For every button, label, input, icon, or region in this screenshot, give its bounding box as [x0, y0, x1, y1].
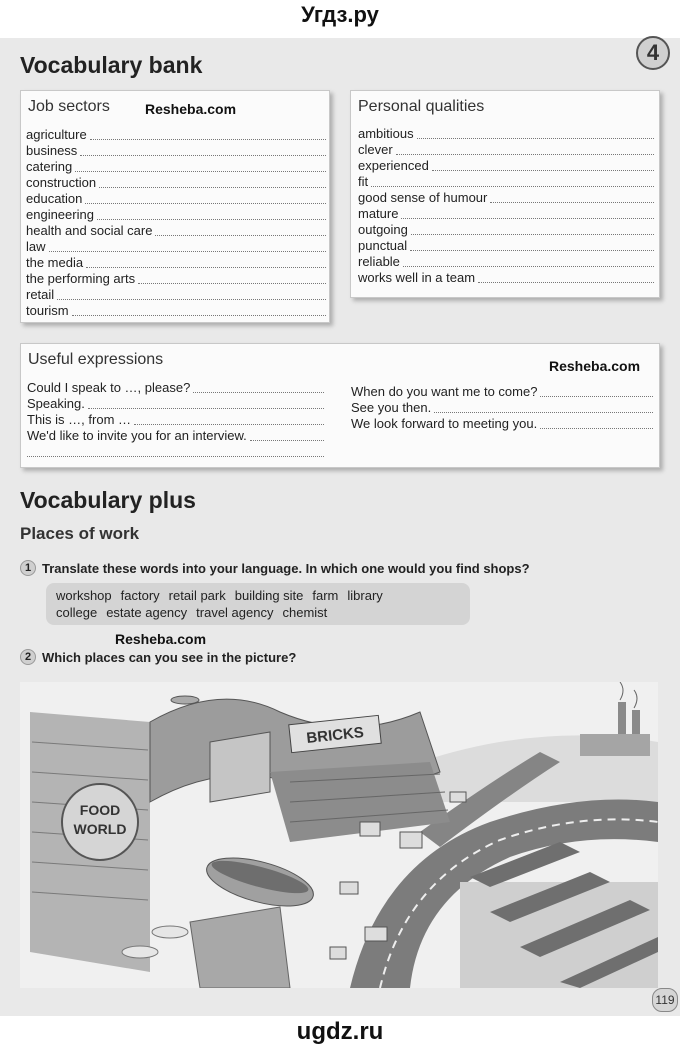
- answer-line: [72, 315, 326, 316]
- answer-line: [85, 203, 326, 204]
- expressions-left-list: [27, 380, 324, 444]
- job-sectors-list: [26, 127, 326, 319]
- list-item: [27, 396, 324, 412]
- list-item: [26, 239, 326, 255]
- list-item-label: Could I speak to …, please?: [27, 380, 191, 395]
- answer-line: [410, 250, 654, 251]
- personal-qualities-title: Personal qualities: [358, 98, 485, 115]
- list-item: [26, 143, 326, 159]
- list-item-label: fit: [358, 174, 369, 189]
- word-item: retail park: [168, 588, 226, 603]
- list-item-label: clever: [358, 142, 393, 157]
- list-item: [358, 238, 654, 254]
- answer-line: [99, 187, 326, 188]
- list-item-label: works well in a team: [358, 270, 476, 285]
- food-world-sign-2: WORLD: [73, 821, 127, 837]
- answer-line: [155, 235, 326, 236]
- answer-line: [371, 186, 654, 187]
- list-item: [351, 416, 653, 432]
- list-item-label: construction: [26, 175, 97, 190]
- answer-line: [540, 396, 653, 397]
- list-item-label: reliable: [358, 254, 400, 269]
- list-item-label: punctual: [358, 238, 408, 253]
- word-item: building site: [234, 588, 304, 603]
- list-item-label: We'd like to invite you for an interview.: [27, 428, 247, 443]
- town-illustration-drawing: [20, 682, 658, 988]
- list-item: [26, 223, 326, 239]
- word-item: estate agency: [106, 605, 188, 620]
- answer-line: [138, 283, 326, 284]
- word-box: [46, 583, 470, 625]
- list-item-label: experienced: [358, 158, 429, 173]
- answer-line: [411, 234, 654, 235]
- vocabulary-plus-heading: Vocabulary plus: [20, 487, 196, 513]
- list-item: [26, 303, 326, 319]
- answer-line: [134, 424, 324, 425]
- unit-number-badge: 4: [636, 36, 670, 70]
- list-item-label: the performing arts: [26, 271, 136, 286]
- list-item: [27, 412, 324, 428]
- town-illustration: [20, 682, 658, 988]
- exercise-number: 2: [20, 649, 36, 665]
- vocabulary-bank-heading: Vocabulary bank: [20, 52, 203, 78]
- expressions-right-list: [351, 384, 653, 432]
- list-item: [358, 206, 654, 222]
- list-item-label: This is …, from …: [27, 412, 132, 427]
- answer-line: [432, 170, 654, 171]
- word-item: workshop: [56, 588, 112, 603]
- list-item: [358, 174, 654, 190]
- job-sectors-box: [20, 90, 330, 323]
- list-item: [358, 158, 654, 174]
- list-item-label: We look forward to meeting you.: [351, 416, 538, 431]
- answer-line: [57, 299, 326, 300]
- list-item-label: mature: [358, 206, 399, 221]
- personal-qualities-list: [358, 126, 654, 286]
- personal-qualities-box: [350, 90, 660, 298]
- answer-line: [250, 440, 324, 441]
- word-item: chemist: [282, 605, 328, 620]
- list-item: [26, 159, 326, 175]
- list-item: [358, 222, 654, 238]
- list-item: [358, 142, 654, 158]
- list-item-label: catering: [26, 159, 73, 174]
- answer-line: [193, 392, 324, 393]
- word-item: college: [56, 605, 98, 620]
- answer-line: [75, 171, 326, 172]
- list-item: [358, 190, 654, 206]
- answer-line: [49, 251, 326, 252]
- bricks-sign: BRICKS: [305, 724, 365, 747]
- word-item: farm: [312, 588, 339, 603]
- list-item: [358, 270, 654, 286]
- list-item-label: education: [26, 191, 83, 206]
- list-item-label: When do you want me to come?: [351, 384, 538, 399]
- word-item: travel agency: [196, 605, 274, 620]
- answer-line: [88, 408, 324, 409]
- answer-line: [90, 139, 326, 140]
- list-item-label: the media: [26, 255, 84, 270]
- site-footer-title: ugdz.ru: [296, 1018, 384, 1045]
- list-item-label: good sense of humour: [358, 190, 488, 205]
- answer-line: [403, 266, 654, 267]
- list-item: [358, 126, 654, 142]
- list-item-label: engineering: [26, 207, 94, 222]
- list-item-label: health and social care: [26, 223, 153, 238]
- places-of-work-heading: Places of work: [20, 524, 140, 543]
- answer-line: [417, 138, 654, 139]
- list-item: [26, 175, 326, 191]
- list-item: [351, 400, 653, 416]
- exercise-1: [20, 560, 530, 576]
- answer-line: [490, 202, 654, 203]
- list-item-label: retail: [26, 287, 55, 302]
- exercise-2-instruction: Which places can you see in the picture?: [42, 649, 297, 665]
- exercise-1-instruction: Translate these words into your language. In which one would you find shops?: [42, 560, 530, 576]
- exercise-2: [20, 649, 296, 665]
- watermark-label: Resheba.com: [549, 358, 641, 374]
- page-number: 119: [652, 988, 678, 1012]
- list-item: [26, 127, 326, 143]
- list-item-label: tourism: [26, 303, 69, 318]
- word-item: library: [347, 588, 383, 603]
- list-item-label: ambitious: [358, 126, 414, 141]
- answer-line: [434, 412, 653, 413]
- answer-line: [97, 219, 326, 220]
- list-item: [26, 191, 326, 207]
- answer-line: [478, 282, 654, 283]
- word-row-1: [56, 587, 460, 604]
- watermark-label: Resheba.com: [115, 631, 207, 647]
- site-header-title: Угдз.ру: [301, 2, 379, 27]
- answer-line: [86, 267, 326, 268]
- list-item-label: law: [26, 239, 46, 254]
- list-item: [26, 287, 326, 303]
- job-sectors-title: Job sectors: [28, 98, 110, 115]
- answer-line: [396, 154, 654, 155]
- list-item: [26, 207, 326, 223]
- list-item-label: See you then.: [351, 400, 432, 415]
- list-item: [27, 428, 324, 444]
- answer-line: [401, 218, 654, 219]
- watermark-label: Resheba.com: [145, 101, 237, 117]
- list-item-label: agriculture: [26, 127, 87, 142]
- useful-expressions-title: Useful expressions: [28, 351, 164, 368]
- word-item: factory: [120, 588, 160, 603]
- list-item: [358, 254, 654, 270]
- answer-line: [80, 155, 326, 156]
- useful-expressions-box: [20, 343, 660, 468]
- list-item-label: business: [26, 143, 78, 158]
- exercise-number: 1: [20, 560, 36, 576]
- food-world-sign: FOOD: [79, 802, 121, 818]
- list-item: [27, 380, 324, 396]
- list-item: [26, 255, 326, 271]
- list-item: [26, 271, 326, 287]
- answer-line: [540, 428, 653, 429]
- list-item-label: outgoing: [358, 222, 408, 237]
- list-item-label: Speaking.: [27, 396, 85, 411]
- blank-answer-line: [27, 456, 324, 457]
- word-row-2: [56, 604, 460, 621]
- list-item: [351, 384, 653, 400]
